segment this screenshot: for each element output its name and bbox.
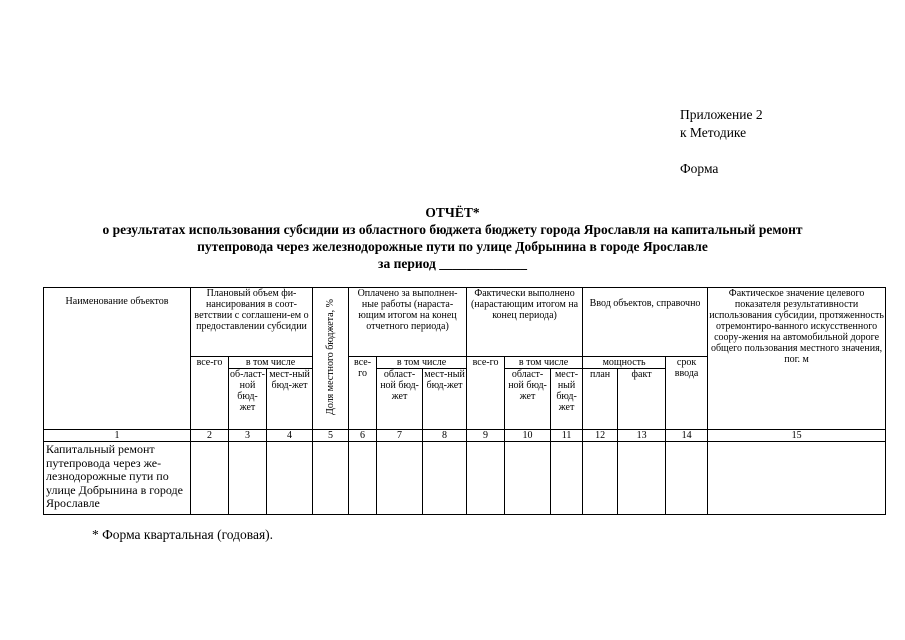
table-cell: [377, 442, 423, 515]
header-object-name: Наименование объектов: [44, 288, 191, 430]
header-deadline: срок ввода: [666, 357, 708, 430]
header-commissioning: Ввод объектов, справочно: [583, 288, 708, 357]
header-local-share: [313, 288, 349, 430]
object-name-cell: Капитальный ремонт путепровода через же-лезнодорожные пути по улице Добрынина в городе Ярославле: [44, 442, 191, 515]
header-planned-regional: об-ласт-ной бюд-жет: [229, 369, 267, 430]
header-paid-regional: област-ной бюд-жет: [377, 369, 423, 430]
column-numbers-row: [44, 430, 886, 442]
table-cell: [467, 442, 505, 515]
table-cell: [267, 442, 313, 515]
header-planned-total: все-го: [191, 357, 229, 430]
column-number: 11: [551, 430, 583, 442]
header-local-share-text: Доля местного бюджета, %: [325, 299, 337, 415]
header-paid-local: мест-ный бюд-жет: [423, 369, 467, 430]
column-number: 4: [267, 430, 313, 442]
column-number: 15: [708, 430, 886, 442]
title-line-1: ОТЧЁТ*: [425, 205, 480, 220]
report-table: [43, 287, 886, 515]
appendix-line-1: Приложение 2: [680, 107, 763, 122]
header-actual: Фактически выполнено (нарастающим итогом на конец периода): [467, 288, 583, 357]
column-number: 7: [377, 430, 423, 442]
table-cell: [666, 442, 708, 515]
column-number: 9: [467, 430, 505, 442]
table-cell: [551, 442, 583, 515]
report-title: [0, 204, 905, 272]
table-cell: [423, 442, 467, 515]
table-cell: [229, 442, 267, 515]
column-number: 5: [313, 430, 349, 442]
header-paid: Оплачено за выполнен-ные работы (нараста-ющим итогом на конец отчетного периода): [349, 288, 467, 357]
header-planned-financing: Плановый объем фи-нансирования в соот-ветствии с соглашени-ем о предоставлении субсидии: [191, 288, 313, 357]
table-cell: [583, 442, 618, 515]
column-number: 8: [423, 430, 467, 442]
table-row: [44, 442, 886, 515]
table-cell: [708, 442, 886, 515]
title-line-4: за период _____________: [378, 256, 527, 271]
header-actual-local: мест-ный бюд-жет: [551, 369, 583, 430]
header-actual-including: в том числе: [505, 357, 583, 369]
header-paid-including: в том числе: [377, 357, 467, 369]
column-number: 14: [666, 430, 708, 442]
column-number: 12: [583, 430, 618, 442]
footnote: * Форма квартальная (годовая).: [92, 527, 274, 542]
table-cell: [313, 442, 349, 515]
form-label: Форма: [680, 161, 719, 176]
title-line-2: о результатах использования субсидии из областного бюджета бюджету города Ярославля на капитальный ремонт: [102, 222, 803, 237]
header-capacity-plan: план: [583, 369, 618, 430]
header-capacity-fact: факт: [618, 369, 666, 430]
header-indicator: Фактическое значение целевого показателя результативности использования субсидии, протяженность отремонтиро-ванного искусственного соору-жения на автомобильной дороге общего пользования местного значения, пог. м: [708, 288, 886, 430]
column-number: 10: [505, 430, 551, 442]
header-paid-total: все-го: [349, 357, 377, 430]
table-cell: [191, 442, 229, 515]
header-capacity: мощность: [583, 357, 666, 369]
column-number: 6: [349, 430, 377, 442]
table-cell: [349, 442, 377, 515]
column-number: 13: [618, 430, 666, 442]
header-planned-local: мест-ный бюд-жет: [267, 369, 313, 430]
table-cell: [618, 442, 666, 515]
table-cell: [505, 442, 551, 515]
title-line-3: путепровода через железнодорожные пути по улице Добрынина в городе Ярославле: [197, 239, 708, 254]
column-number: 1: [44, 430, 191, 442]
appendix-line-2: к Методике: [680, 125, 747, 140]
header-actual-total: все-го: [467, 357, 505, 430]
header-planned-including: в том числе: [229, 357, 313, 369]
appendix-note: [680, 106, 763, 178]
header-actual-regional: област-ной бюд-жет: [505, 369, 551, 430]
column-number: 2: [191, 430, 229, 442]
column-number: 3: [229, 430, 267, 442]
